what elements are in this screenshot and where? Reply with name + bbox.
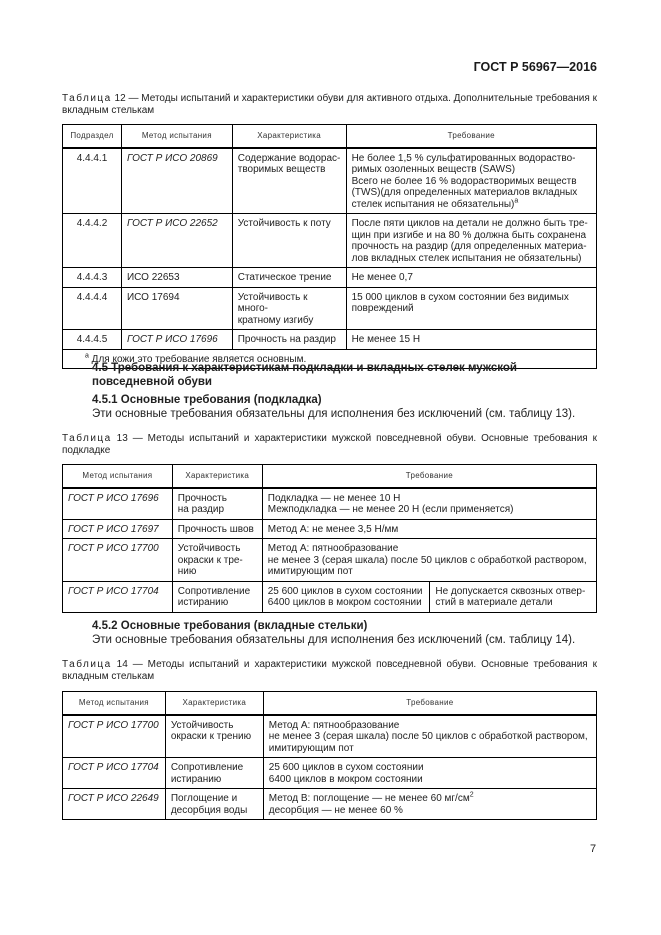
section-heading-4-5: 4.5 Требования к характеристикам подкладки и вкладных стелек мужской повседневной обуви xyxy=(92,362,517,388)
text-line: Устойчивость xyxy=(170,719,234,731)
table-row xyxy=(63,789,597,820)
text-line: повреждений xyxy=(351,303,414,314)
subsection-cell: 4.4.4.4 xyxy=(63,287,122,330)
footnote-ref: a xyxy=(514,197,519,205)
text-line xyxy=(269,793,591,805)
method-cell: ГОСТ Р ИСО 17700 xyxy=(63,715,166,758)
characteristic-cell xyxy=(232,287,346,330)
characteristic-cell xyxy=(172,539,262,582)
text-line xyxy=(352,199,591,211)
table-header-row xyxy=(63,125,597,148)
text-line: окраски к трению xyxy=(170,731,252,742)
table-row xyxy=(63,519,597,539)
subsection-cell: 4.4.4.3 xyxy=(63,268,122,288)
text-line: Прочность xyxy=(177,492,227,504)
text-line: истиранию xyxy=(170,773,222,785)
requirement-cell xyxy=(346,330,596,350)
requirement-cell xyxy=(346,148,596,214)
column-header: Характеристика xyxy=(232,125,346,148)
text-line: Сопротивление xyxy=(177,585,251,597)
caption-text: 13 — Методы испытаний и характеристики мужской повседневной обуви. Основные требования к подкладке xyxy=(62,433,597,456)
requirement-cell xyxy=(262,539,596,582)
table-row xyxy=(63,488,597,520)
table-12-caption xyxy=(62,93,597,117)
table-row xyxy=(63,539,597,582)
text-line: Устойчивость xyxy=(177,543,241,554)
requirement-cell xyxy=(263,789,596,820)
characteristic-cell xyxy=(232,330,346,350)
characteristic-cell xyxy=(165,789,263,820)
table-row xyxy=(63,148,597,214)
requirement-cell xyxy=(263,715,596,758)
text-line: Устойчивость к поту xyxy=(237,218,331,229)
table-row xyxy=(63,715,597,758)
method-cell: ГОСТ Р ИСО 22652 xyxy=(121,214,232,268)
document-id: ГОСТ Р 56967—2016 xyxy=(473,60,597,74)
text-line: на раздир xyxy=(177,504,225,515)
table-row xyxy=(63,758,597,789)
text-line: лов вкладных стелек испытания не обязательны) xyxy=(351,252,582,264)
characteristic-cell xyxy=(172,519,262,539)
text-line: не менее 3 (серая шкала) после 50 циклов с обработкой раствором, xyxy=(267,554,587,566)
text-line: 15 000 циклов в сухом состоянии без видимых xyxy=(351,291,569,303)
method-cell: ГОСТ Р ИСО 17696 xyxy=(121,330,232,350)
table-row xyxy=(63,330,597,350)
subsection-cell: 4.4.4.1 xyxy=(63,148,122,214)
text-line: десорбция — не менее 60 % xyxy=(268,804,403,816)
subsection-cell: 4.4.4.5 xyxy=(63,330,122,350)
method-cell: ГОСТ Р ИСО 17704 xyxy=(63,758,166,789)
characteristic-cell xyxy=(232,148,346,214)
text-line: истиранию xyxy=(177,597,229,608)
table-header-row xyxy=(63,465,597,488)
text-segment: стелек испытания не обязательны) xyxy=(351,198,515,210)
text-line: Метод А: пятнообразование xyxy=(267,543,399,554)
section-heading-4-5-1: 4.5.1 Основные требования (подкладка) xyxy=(92,394,322,406)
requirement-extra-cell xyxy=(430,581,597,612)
subsection-cell: 4.4.4.2 xyxy=(63,214,122,268)
characteristic-cell xyxy=(172,488,262,520)
section-text-4-5-1: Эти основные требования обязательны для исполнения без исключений (см. таблицу 13). xyxy=(92,408,576,420)
text-line: имитирующим пот xyxy=(267,566,353,577)
text-line: Статическое трение xyxy=(237,272,332,283)
section-text-4-5-2: Эти основные требования обязательны для исполнения без исключений (см. таблицу 14). xyxy=(92,634,576,646)
text-line: Всего не более 16 % водорастворимых веществ xyxy=(351,175,577,187)
column-header: Метод испытания xyxy=(63,692,166,715)
text-line: После пяти циклов на детали не должно быть тре- xyxy=(351,218,588,229)
text-line: (TWS)(для определенных материалов вкладных xyxy=(351,187,578,198)
column-header: Требование xyxy=(263,692,596,715)
method-cell: ГОСТ Р ИСО 22649 xyxy=(63,789,166,820)
text-line: стий в материале детали xyxy=(435,597,553,608)
text-line: Поглощение и xyxy=(170,793,238,804)
caption-text: 12 — Методы испытаний и характеристики обуви для активного отдыха. Дополнительные требования к вкладным стелькам xyxy=(62,93,597,116)
method-cell: ИСО 22653 xyxy=(121,268,232,288)
column-header: Подраздел xyxy=(63,125,122,148)
requirement-cell xyxy=(262,519,596,539)
requirement-cell xyxy=(346,268,596,288)
text-line: Содержание водорас- xyxy=(237,152,341,164)
requirement-cell xyxy=(263,758,596,789)
text-line: 6400 циклов в мокром состоянии xyxy=(268,773,423,785)
column-header: Требование xyxy=(262,465,596,488)
requirement-cell xyxy=(262,581,430,612)
method-cell: ГОСТ Р ИСО 17696 xyxy=(63,488,173,520)
column-header: Характеристика xyxy=(165,692,263,715)
text-line: римых озоленных веществ (SAWS) xyxy=(351,164,516,175)
text-line: Сопротивление xyxy=(170,762,244,773)
table-12 xyxy=(62,124,597,369)
text-line: десорбция воды xyxy=(170,804,248,816)
table-14-caption xyxy=(62,659,597,683)
page-number: 7 xyxy=(590,843,597,855)
requirement-cell xyxy=(262,488,596,520)
table-header-row xyxy=(63,692,597,715)
text-line: 25 600 циклов в сухом состоянии xyxy=(267,585,423,597)
caption-label: Таблица xyxy=(62,93,112,104)
characteristic-cell xyxy=(165,715,263,758)
text-line: Не более 1,5 % сульфатированных водораство- xyxy=(351,152,576,164)
text-line: Метод А: не менее 3,5 Н/мм xyxy=(267,523,399,535)
text-line: Не менее 0,7 xyxy=(351,272,413,283)
table-row xyxy=(63,214,597,268)
text-line: не менее 3 (серая шкала) после 50 циклов с обработкой раствором, xyxy=(268,731,588,742)
method-cell: ИСО 17694 xyxy=(121,287,232,330)
caption-text: 14 — Методы испытаний и характеристики мужской повседневной обуви. Основные требования к вкладным стелькам xyxy=(62,659,597,682)
requirement-cell xyxy=(346,287,596,330)
text-line: окраски к тре- xyxy=(177,554,243,566)
table-row xyxy=(63,268,597,288)
table-row xyxy=(63,581,597,612)
method-cell: ГОСТ Р ИСО 20869 xyxy=(121,148,232,214)
section-heading-4-5-2: 4.5.2 Основные требования (вкладные стельки) xyxy=(92,620,368,632)
text-line: 25 600 циклов в сухом состоянии xyxy=(268,762,424,773)
caption-label: Таблица xyxy=(62,433,112,444)
column-header: Метод испытания xyxy=(63,465,173,488)
text-line: Прочность швов xyxy=(177,523,254,535)
characteristic-cell xyxy=(172,581,262,612)
text-line: Прочность на раздир xyxy=(237,334,336,345)
characteristic-cell xyxy=(232,268,346,288)
text-line: Подкладка — не менее 10 Н xyxy=(267,492,401,504)
method-cell: ГОСТ Р ИСО 17700 xyxy=(63,539,173,582)
characteristic-cell xyxy=(165,758,263,789)
text-line: нию xyxy=(177,566,197,577)
text-line: имитирующим пот xyxy=(268,742,354,754)
footnote-text: Для кожи это требование является основным. xyxy=(88,353,307,365)
column-header: Характеристика xyxy=(172,465,262,488)
table-14 xyxy=(62,691,597,820)
text-line: щин при изгибе и на 80 % должна быть сохранена xyxy=(351,229,587,241)
requirement-cell xyxy=(346,214,596,268)
text-line: Не менее 15 Н xyxy=(351,334,421,345)
table-13-caption xyxy=(62,433,597,457)
footnote-marker: a xyxy=(85,352,89,360)
text-segment: Метод В: поглощение — не менее 60 мг/см xyxy=(268,793,470,804)
text-line: кратному изгибу xyxy=(237,314,314,326)
text-line: прочность на раздир (для определенных материа- xyxy=(351,241,587,252)
text-line: Не допускается сквозных отвер- xyxy=(435,585,586,597)
text-line: 6400 циклов в мокром состоянии xyxy=(267,597,422,608)
text-line: Метод А: пятнообразование xyxy=(268,719,400,731)
table-13 xyxy=(62,464,597,613)
text-line: Устойчивость к много- xyxy=(237,291,308,314)
characteristic-cell xyxy=(232,214,346,268)
caption-label: Таблица xyxy=(62,659,112,670)
table-row xyxy=(63,287,597,330)
text-line: Межподкладка — не менее 20 Н (если применяется) xyxy=(267,504,514,515)
superscript: 2 xyxy=(469,791,474,799)
method-cell: ГОСТ Р ИСО 17704 xyxy=(63,581,173,612)
column-header: Требование xyxy=(346,125,596,148)
text-line: творимых веществ xyxy=(237,164,326,175)
method-cell: ГОСТ Р ИСО 17697 xyxy=(63,519,173,539)
column-header: Метод испытания xyxy=(121,125,232,148)
